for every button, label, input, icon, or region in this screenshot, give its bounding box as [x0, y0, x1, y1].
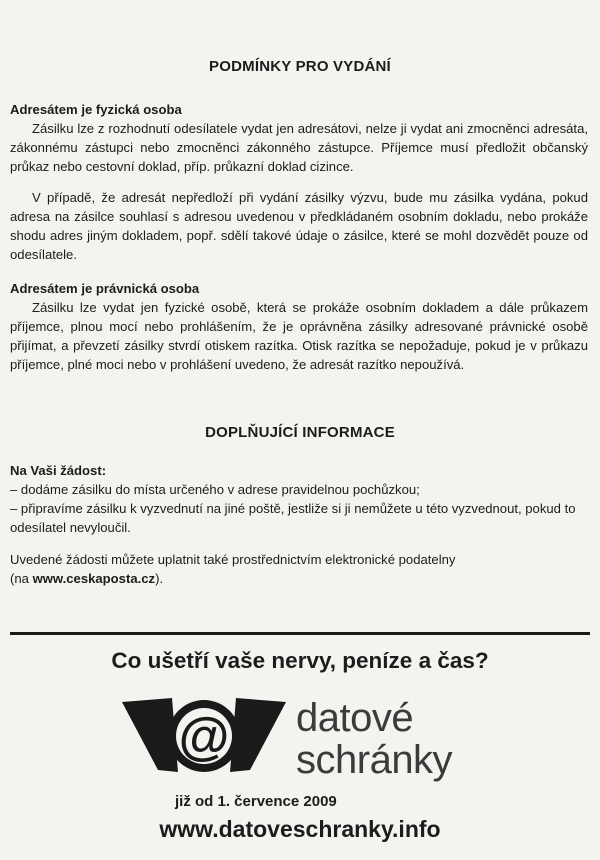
ceskaposta-link[interactable]: www.ceskaposta.cz [32, 571, 156, 586]
logo-word-schranky: schránky [296, 738, 453, 782]
natural-person-section [10, 100, 588, 176]
legal-person-heading: Adresátem je právnická osoba [10, 281, 200, 296]
natural-person-heading: Adresátem je fyzická osoba [10, 102, 182, 117]
section-title-additional-info: DOPLŇUJÍCÍ INFORMACE [205, 424, 395, 441]
natural-person-paragraph-1: Zásilku lze z rozhodnutí odesílatele vydat jen adresátovi, nelze ji vydat ani zmocněnci adresáta, zákonnému zástupci nebo zmocněnci zákonného zástupce. Příjemce musí předložit občanský průkaz nebo cestovní doklad, příp. průkazní doklad cizince. [10, 121, 588, 174]
request-section [10, 461, 588, 537]
at-sign-post-horn-logo-icon [120, 690, 288, 778]
request-heading: Na Vaši žádost: [10, 463, 107, 478]
launch-date: již od 1. července 2009 [175, 793, 337, 810]
section-title-conditions: PODMÍNKY PRO VYDÁNÍ [209, 58, 391, 75]
request-item-2: – připravíme zásilku k vyzvednutí na jiné poště, jestliže si ji nemůžete u této vyzvednout, pokud to odesílatel nevyloučil. [10, 501, 576, 535]
note-line-1: Uvedené žádosti můžete uplatnit také prostřednictvím elektronické podatelny [10, 552, 456, 567]
note-suffix: ). [155, 571, 164, 586]
request-item-1: – dodáme zásilku do místa určeného v adrese pravidelnou pochůzkou; [10, 482, 420, 497]
electronic-filing-note [10, 550, 588, 588]
natural-person-paragraph-2: V případě, že adresát nepředloží při vydání zásilky výzvu, bude mu zásilka vydána, pokud adresa na zásilce souhlasí s adresou uvedenou v předkládaném osobním dokladu, nebo prokáže shodu adres jiným dokladem, popř. sdělí takové údaje o zásilce, které se mohl dozvědět pouze od odesílatele. [10, 190, 588, 262]
note-prefix: (na [10, 571, 33, 586]
legal-person-paragraph: Zásilku lze vydat jen fyzické osobě, která se prokáže osobním dokladem a dále průkazem příjemce, plnou mocí nebo prohlášením, že je oprávněna zásilky adresované právnické osobě přijímat, a převzetí zásilky stvrdí otiskem razítka. Otisk razítka se nepožaduje, pokud je v průkazu příjemce, plné moci nebo v prohlášení uvedeno, že adresát razítko nepoužívá. [10, 300, 588, 372]
logo-word-datove: datové [296, 696, 414, 740]
datoveschranky-link[interactable]: www.datoveschranky.info [159, 816, 441, 842]
section-divider [10, 632, 590, 635]
promo-question: Co ušetří vaše nervy, peníze a čas? [111, 648, 489, 673]
svg-text:@: @ [178, 708, 230, 766]
natural-person-section-continued [10, 188, 588, 264]
legal-person-section [10, 279, 588, 374]
